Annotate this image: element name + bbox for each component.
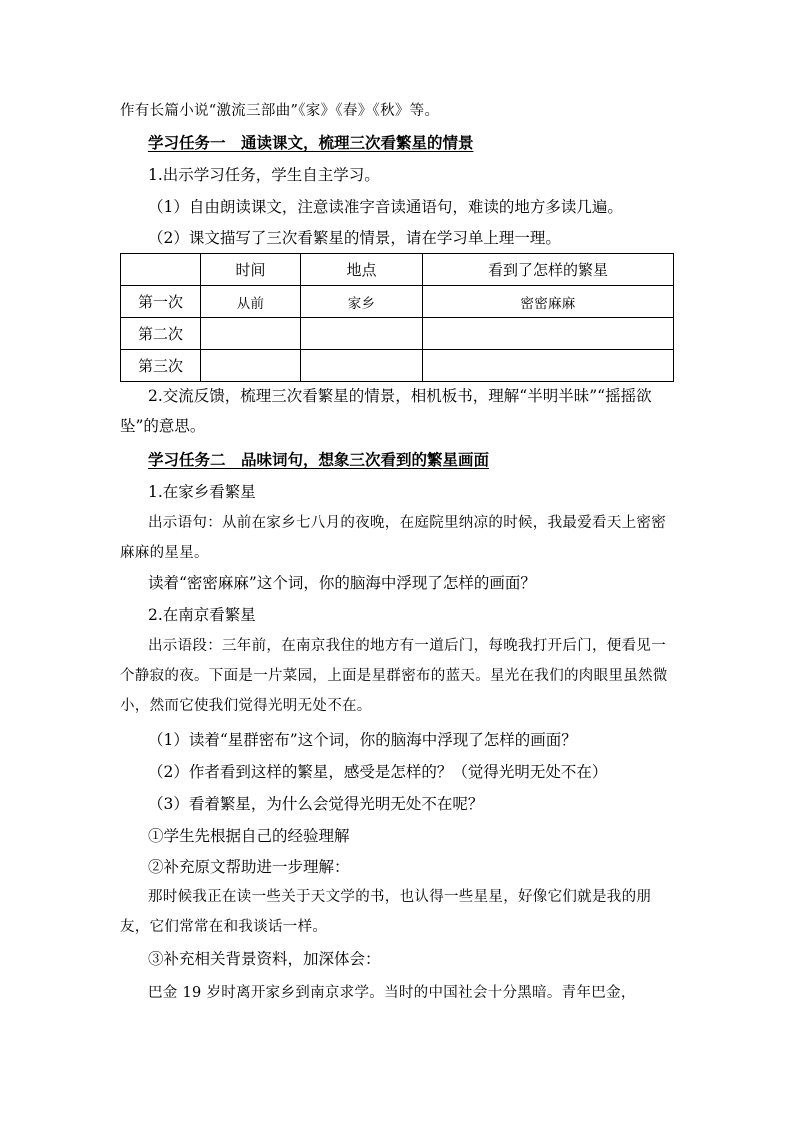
task1-step1: 1.出示学习任务，学生自主学习。 [148, 166, 380, 184]
task2-section2-quote: 出示语段：三年前，在南京我住的地方有一道后门，每晚我打开后门，便看见一个静寂的夜。下面是一片菜园，上面是星群密布的蓝天。星光在我们的肉眼里虽然微小，然而它使我们觉得光明无处不在。 [120, 638, 668, 714]
task2-section1-title: 1.在家乡看繁星 [148, 483, 256, 501]
table-row [121, 318, 674, 350]
table-cell [301, 350, 423, 382]
table-cell: 从前 [201, 286, 301, 318]
table-cell [423, 318, 674, 350]
task1-sub1: （1）自由朗读课文，注意读准字音读通语句，难读的地方多读几遍。 [148, 198, 623, 216]
table-row [121, 350, 674, 382]
star-viewing-table [120, 253, 674, 382]
table-cell: 第三次 [121, 350, 201, 382]
task2-section1-question: 读着“密密麻麻”这个词，你的脑海中浮现了怎样的画面？ [148, 574, 536, 592]
table-cell [201, 350, 301, 382]
question-3: （3）看着繁星，为什么会觉得光明无处不在呢？ [148, 795, 484, 813]
table-header-cell [121, 254, 201, 286]
task2-heading: 学习任务二 品味词句，想象三次看到的繁星画面 [148, 450, 490, 469]
table-cell [423, 350, 674, 382]
background-text: 巴金 19 岁时离开家乡到南京求学。当时的中国社会十分黑暗。青年巴金， [148, 985, 636, 1001]
original-text-excerpt: 那时候我正在读一些关于天文学的书，也认得一些星星，好像它们就是我的朋友，它们常常在和我谈话一样。 [120, 889, 652, 935]
table-cell: 第一次 [121, 286, 201, 318]
table-cell: 家乡 [301, 286, 423, 318]
step-circled-1: ①学生先根据自己的经验理解 [148, 827, 350, 845]
task1-step2: 2.交流反馈，梳理三次看繁星的情景，相机板书，理解“半明半昧”“摇摇欲坠”的意思。 [120, 387, 652, 435]
table-header-cell: 看到了怎样的繁星 [423, 254, 674, 286]
step-circled-3: ③补充相关背景资料，加深体会： [148, 950, 381, 968]
task2-section1-quote: 出示语句：从前在家乡七八月的夜晚，在庭院里纳凉的时候，我最爱看天上密密麻麻的星星。 [120, 515, 666, 561]
table-cell: 密密麻麻 [423, 286, 674, 318]
question-2: （2）作者看到这样的繁星，感受是怎样的？（觉得光明无处不在） [148, 763, 608, 781]
table-header-row [121, 254, 674, 286]
table-header-cell: 地点 [301, 254, 423, 286]
table-cell: 第二次 [121, 318, 201, 350]
task2-section2-title: 2.在南京看繁星 [148, 606, 256, 624]
question-1: （1）读着“星群密布”这个词，你的脑海中浮现了怎样的画面？ [148, 731, 577, 749]
table-header-cell: 时间 [201, 254, 301, 286]
intro-line: 作有长篇小说“激流三部曲”《家》《春》《秋》等。 [120, 103, 440, 119]
task1-sub2: （2）课文描写了三次看繁星的情景，请在学习单上理一理。 [148, 229, 561, 247]
table-row [121, 286, 674, 318]
table-cell [201, 318, 301, 350]
task1-heading: 学习任务一 通读课文，梳理三次看繁星的情景 [148, 133, 474, 152]
step-circled-2: ②补充原文帮助进一步理解： [148, 858, 350, 876]
table-cell [301, 318, 423, 350]
